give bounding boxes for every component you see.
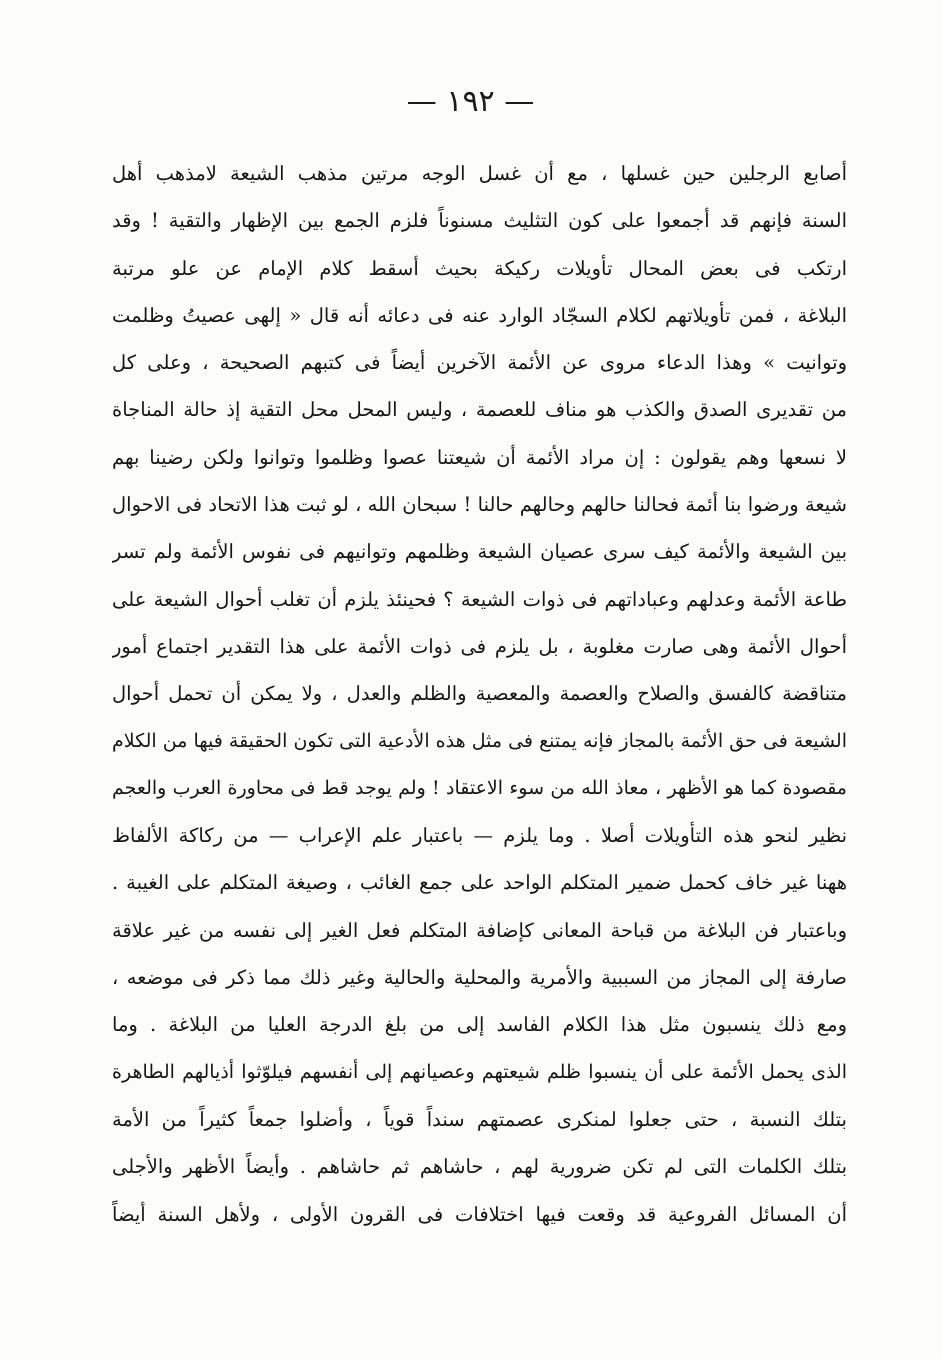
text-line: صارفة إلى المجاز من السببية والأمرية والمحلية والحالية وغير ذلك مما ذكر فى موضعه ، [112, 966, 847, 990]
page-number: — ١٩٢ — [406, 84, 535, 119]
text-line: ههنا غير خاف كحمل ضمير المتكلم الواحد على جمع الغائب ، وصيغة المتكلم على الغيبة . [112, 871, 847, 895]
text-line: شيعة ورضوا بنا أئمة فحالنا حالهم وحالهم حالنا ! سبحان الله ، لو ثبت هذا الاتحاد فى الاحوال [112, 493, 847, 517]
text-line: ومع ذلك ينسبون مثل هذا الكلام الفاسد إلى من بلغ الدرجة العليا من البلاغة . وما [112, 1013, 847, 1037]
text-line: طاعة الأئمة وعدلهم وعباداتهم فى ذوات الشيعة ؟ فحينئذ يلزم أن تغلب أحوال الشيعة على [112, 587, 847, 611]
text-line: لا نسعها وهم يقولون : إن مراد الأئمة أن شيعتنا عصوا وظلموا وتوانوا ولكن رضينا بهم [112, 445, 847, 469]
text-line: أن المسائل الفروعية قد وقعت فيها اختلافات فى القرون الأولى ، ولأهل السنة أيضاً [112, 1202, 847, 1226]
text-line: وتوانيت » وهذا الدعاء مروى عن الأئمة الآخرين أيضاً فى كتبهم الصحيحة ، وعلى كل [112, 351, 847, 375]
text-line: البلاغة ، فمن تأويلاتهم لكلام السجّاد الوارد عنه فى دعائه أنه قال « إلهى عصيتُ وظلمت [112, 303, 847, 327]
text-line: أحوال الأئمة وهى صارت مغلوبة ، بل يلزم فى ذوات الأئمة على هذا التقدير اجتماع أمور [112, 634, 847, 658]
text-line: الشيعة فى حق الأئمة بالمجاز فإنه يمتنع فى مثل هذه الأدعية التى تكون الحقيقة فيها من الكلام [112, 729, 847, 752]
text-line: نظير لنحو هذه التأويلات أصلا . وما يلزم — باعتبار علم الإعراب — من ركاكة الألفاظ [112, 824, 847, 848]
text-line: متناقضة كالفسق والصلاح والعصمة والمعصية والظلم والعدل ، ولا يمكن أن تحمل أحوال [112, 682, 847, 706]
text-line: أصابع الرجلين حين غسلها ، مع أن غسل الوجه مرتين مذهب الشيعة لامذهب أهل [112, 162, 847, 185]
text-line: ارتكب فى بعض المحال تأويلات ركيكة بحيث أسقط كلام الإمام عن علو مرتبة [112, 256, 847, 280]
text-line: بين الشيعة والأئمة كيف سرى عصيان الشيعة وظلمهم وتوانيهم فى نفوس الأئمة ولم تسر [112, 540, 847, 564]
text-line: من تقديرى الصدق والكذب هو مناف للعصمة ، وليس المحل محل التقية إذ حالة المناجاة [112, 398, 847, 422]
body-text [112, 150, 847, 1238]
text-line: السنة فإنهم قد أجمعوا على كون التثليث مسنوناً فلزم الجمع بين الإظهار والتقية ! وقد [112, 209, 847, 233]
text-line: الذى يحمل الأئمة على أن ينسبوا ظلم شيعتهم وعصيانهم إلى أنفسهم فيلوّثوا أذيالهم الطاهرة [112, 1060, 847, 1083]
text-line: بتلك النسبة ، حتى جعلوا لمنكرى عصمتهم سنداً قوياً ، وأضلوا جمعاً كثيراً من الأمة [112, 1107, 847, 1131]
text-line: وباعتبار فن البلاغة من قباحة المعانى كإضافة المتكلم فعل الغير إلى نفسه من غير علاقة [112, 918, 847, 942]
text-line: بتلك الكلمات التى لم تكن ضرورية لهم ، حاشاهم ثم حاشاهم . وأيضاً الأظهر والأجلى [112, 1155, 847, 1179]
text-line: مقصودة كما هو الأظهر ، معاذ الله من سوء الاعتقاد ! ولم يوجد قط فى محاورة العرب والعجم [112, 776, 847, 799]
